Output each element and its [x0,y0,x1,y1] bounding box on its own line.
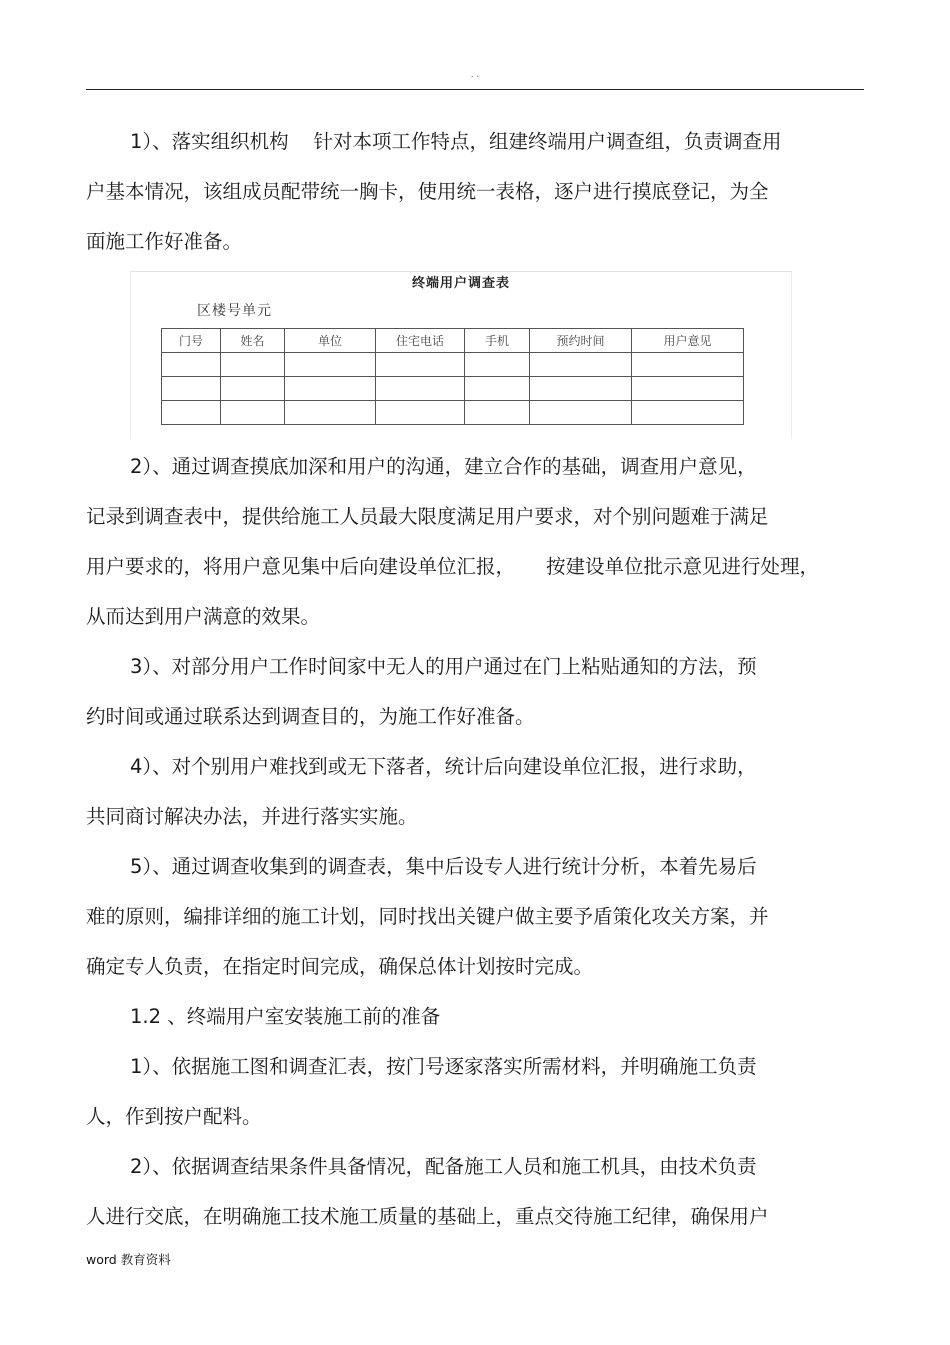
paragraph-3-line-2: 约时间或通过联系达到调查目的，为施工作好准备。 [86,705,535,728]
table-cell [530,377,632,401]
table-cell [376,353,465,377]
table-cell [221,401,285,425]
section-item-1-line-1: 1）、依据施工图和调查汇表，按门号逐家落实所需材料，并明确施工负责 [130,1055,757,1078]
table-cell [285,353,376,377]
survey-table-figure [130,271,792,439]
table-cell [530,353,632,377]
header-dots: . . [470,70,480,80]
paragraph-5-line-1: 5）、通过调查收集到的调查表，集中后设专人进行统计分析，本着先易后 [130,855,757,878]
table-cell [465,377,530,401]
table-cell [530,401,632,425]
paragraph-2-line-3: 用户要求的，将用户意见集中后向建设单位汇报， 按建设单位批示意见进行处理， [86,555,819,578]
paragraph-5-line-3: 确定专人负责，在指定时间完成，确保总体计划按时完成。 [86,955,594,978]
section-item-1-line-2: 人，作到按户配料。 [86,1105,262,1128]
table-cell [221,377,285,401]
paragraph-5-line-2: 难的原则，编排详细的施工计划，同时找出关键户做主要予盾策化攻关方案，并 [86,905,769,928]
table-cell [632,377,744,401]
section-item-2-line-2: 人进行交底，在明确施工技术施工质量的基础上，重点交待施工纪律，确保用户 [86,1205,769,1228]
table-cell [376,377,465,401]
footer-label: word 教育资料 [86,1252,171,1267]
table-cell [285,401,376,425]
column-header-user-opinion: 用户意见 [632,329,744,353]
table-cell [162,377,221,401]
column-header-name: 姓名 [221,329,285,353]
table-cell [465,353,530,377]
table-cell [376,401,465,425]
column-header-door-number: 门号 [162,329,221,353]
table-cell [285,377,376,401]
paragraph-2-line-2: 记录到调查表中，提供给施工人员最大限度满足用户要求，对个别问题难于满足 [86,505,769,528]
table-cell [465,401,530,425]
header-rule [86,89,864,90]
table-cell [162,401,221,425]
column-header-unit: 单位 [285,329,376,353]
survey-table-title: 终端用户调查表 [411,276,510,291]
table-cell [632,353,744,377]
table-cell [632,401,744,425]
paragraph-1-line-2: 户基本情况，该组成员配带统一胸卡，使用统一表格，逐户进行摸底登记，为全 [86,180,769,203]
paragraph-4-line-1: 4）、对个别用户难找到或无下落者，统计后向建设单位汇报，进行求助， [130,755,757,778]
column-header-mobile: 手机 [465,329,530,353]
survey-table-subtitle: 区楼号单元 [197,303,272,319]
section-heading: 1.2 、终端用户室安装施工前的准备 [130,1005,441,1028]
column-header-home-phone: 住宅电话 [376,329,465,353]
paragraph-1-line-1: 1）、落实组织机构 针对本项工作特点，组建终端用户调查组，负责调查用 [130,130,782,153]
table-cell [162,353,221,377]
table-cell [221,353,285,377]
table-row [162,401,744,425]
table-row [162,377,744,401]
column-header-appointment-time: 预约时间 [530,329,632,353]
paragraph-4-line-2: 共同商讨解决办法，并进行落实实施。 [86,805,418,828]
survey-table [161,328,744,425]
paragraph-3-line-1: 3）、对部分用户工作时间家中无人的用户通过在门上粘贴通知的方法，预 [130,655,757,678]
table-row [162,353,744,377]
paragraph-1-line-3: 面施工作好准备。 [86,230,243,253]
section-item-2-line-1: 2）、依据调查结果条件具备情况，配备施工人员和施工机具，由技术负责 [130,1155,757,1178]
paragraph-2-line-4: 从而达到用户满意的效果。 [86,605,321,628]
survey-table-header-row [162,329,744,353]
paragraph-2-line-1: 2）、通过调查摸底加深和用户的沟通，建立合作的基础，调查用户意见， [130,455,757,478]
